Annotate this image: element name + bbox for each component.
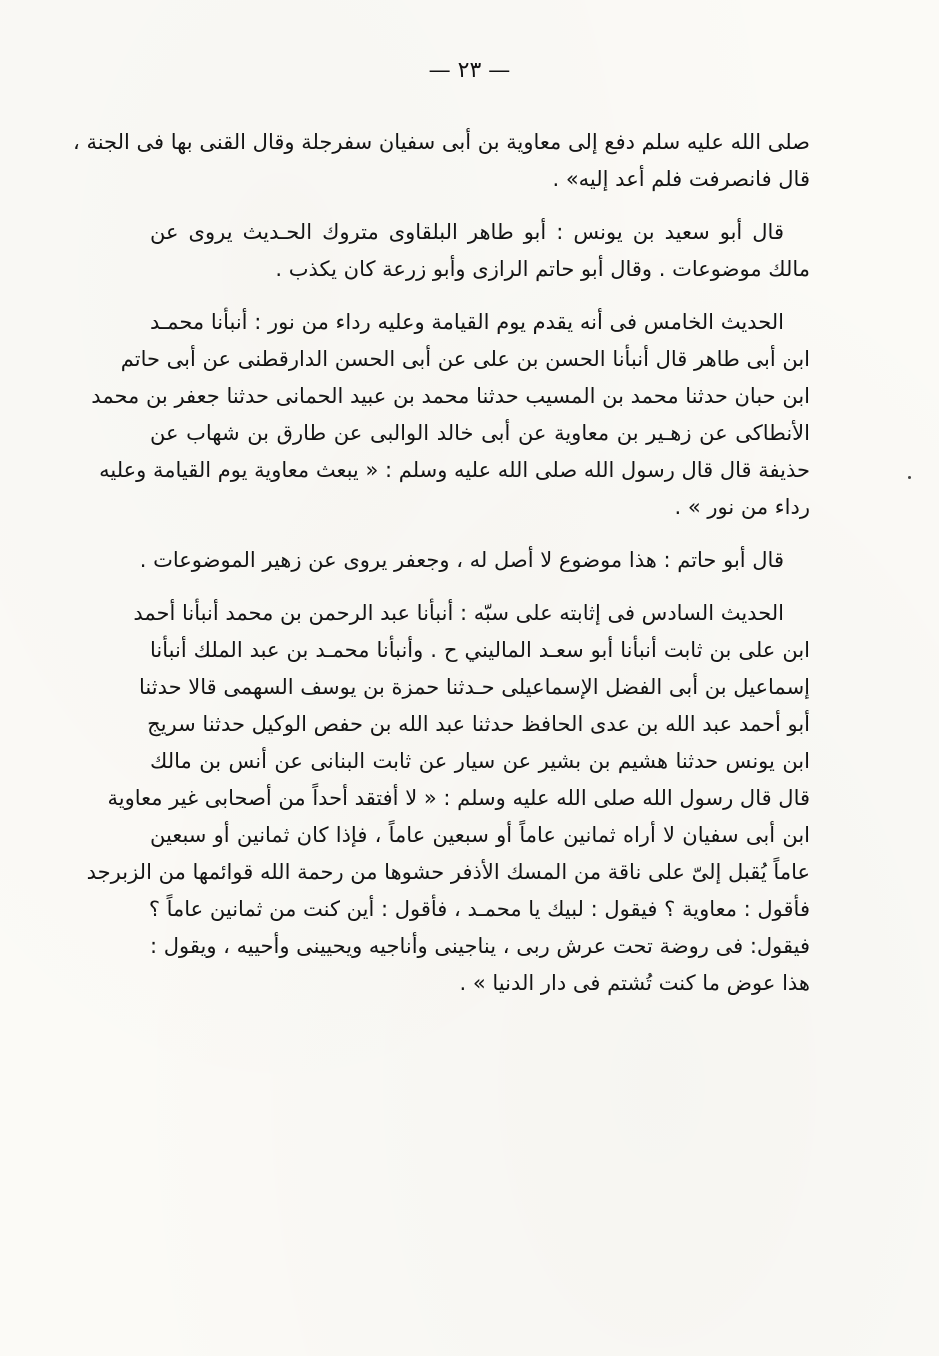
- margin-speck: [908, 476, 911, 479]
- paragraph-4: [139, 542, 810, 579]
- text-line: ابن يونس حدثنا هشيم بن بشير عن سيار عن ثابت البنانى عن أنس بن مالك: [150, 749, 810, 773]
- text-line: الحديث السادس فى إثابته على سبّه : أنبأنا عبد الرحمن بن محمد أنبأنا أحمد: [133, 601, 784, 625]
- text-line: إسماعيل بن أبى الفضل الإسماعيلى حـدثنا حمزة بن يوسف السهمى قالا حدثنا: [138, 675, 810, 699]
- text-line: حذيفة قال قال رسول الله صلى الله عليه وسلم : « يبعث معاوية يوم القيامة وعليه: [99, 458, 810, 482]
- text-line: أبو أحمد عبد الله بن عدى الحافظ حدثنا عبد الله بن حفص الوكيل حدثنا سريج: [147, 712, 810, 736]
- text-line: فأقول : معاوية ؟ فيقول : لبيك يا محمـد ، فأقول : أين كنت من ثمانين عاماً ؟: [148, 897, 810, 921]
- text-line: هذا عوض ما كنت تُشتم فى دار الدنيا » .: [459, 971, 810, 995]
- paragraph-3: [91, 304, 810, 526]
- text-line: ابن أبى سفيان لا أراه ثمانين عاماً أو سبعين عاماً ، فإذا كان ثمانين أو سبعين: [150, 823, 810, 847]
- paragraph-1: [72, 124, 810, 198]
- text-line: الحديث الخامس فى أنه يقدم يوم القيامة وعليه رداء من نور : أنبأنا محمـد: [150, 310, 784, 334]
- page-number: — ٢٣ —: [428, 58, 511, 83]
- text-line: قال أبو حاتم : هذا موضوع لا أصل له ، وجعفر يروى عن زهير الموضوعات .: [139, 548, 784, 572]
- text-line: ابن أبى طاهر قال أنبأنا الحسن بن على عن أبى الحسن الدارقطنى عن أبى حاتم: [120, 347, 810, 371]
- text-line: ابن على بن ثابت أنبأنا أبو سعـد الماليني ح . وأنبأنا محمـد بن عبد الملك أنبأنا: [150, 638, 810, 662]
- text-line: رداء من نور » .: [674, 495, 810, 519]
- paragraph-2: [150, 214, 810, 288]
- text-line: قال أبو سعيد بن يونس : أبو طاهر البلقاوى متروك الحـديث يروى عن: [150, 220, 784, 244]
- text-body: [72, 124, 810, 1018]
- text-line: صلى الله عليه سلم دفع إلى معاوية بن أبى سفيان سفرجلة وقال القنى بها فى الجنة ،: [72, 130, 810, 154]
- text-line: مالك موضوعات . وقال أبو حاتم الرازى وأبو زرعة كان يكذب .: [275, 257, 810, 281]
- text-line: ابن حبان حدثنا محمد بن المسيب حدثنا محمد بن عبيد الحمانى حدثنا جعفر بن محمد: [91, 384, 810, 408]
- text-line: عاماً يُقبل إلىّ على ناقة من المسك الأذفر حشوها من رحمة الله قوائمها من الزبرجد: [86, 860, 810, 884]
- text-line: الأنطاكى عن زهـير بن معاوية عن أبى خالد الوالبى عن طارق بن شهاب عن: [150, 421, 810, 445]
- paragraph-5: [86, 595, 810, 1002]
- text-line: قال فانصرفت فلم أعد إليه» .: [552, 167, 810, 191]
- text-line: فيقول: فى روضة تحت عرش ربى ، يناجينى وأناجيه ويحيينى وأحييه ، ويقول :: [150, 934, 810, 958]
- text-line: قال قال رسول الله صلى الله عليه وسلم : « لا أفتقد أحداً من أصحابى غير معاوية: [107, 786, 810, 810]
